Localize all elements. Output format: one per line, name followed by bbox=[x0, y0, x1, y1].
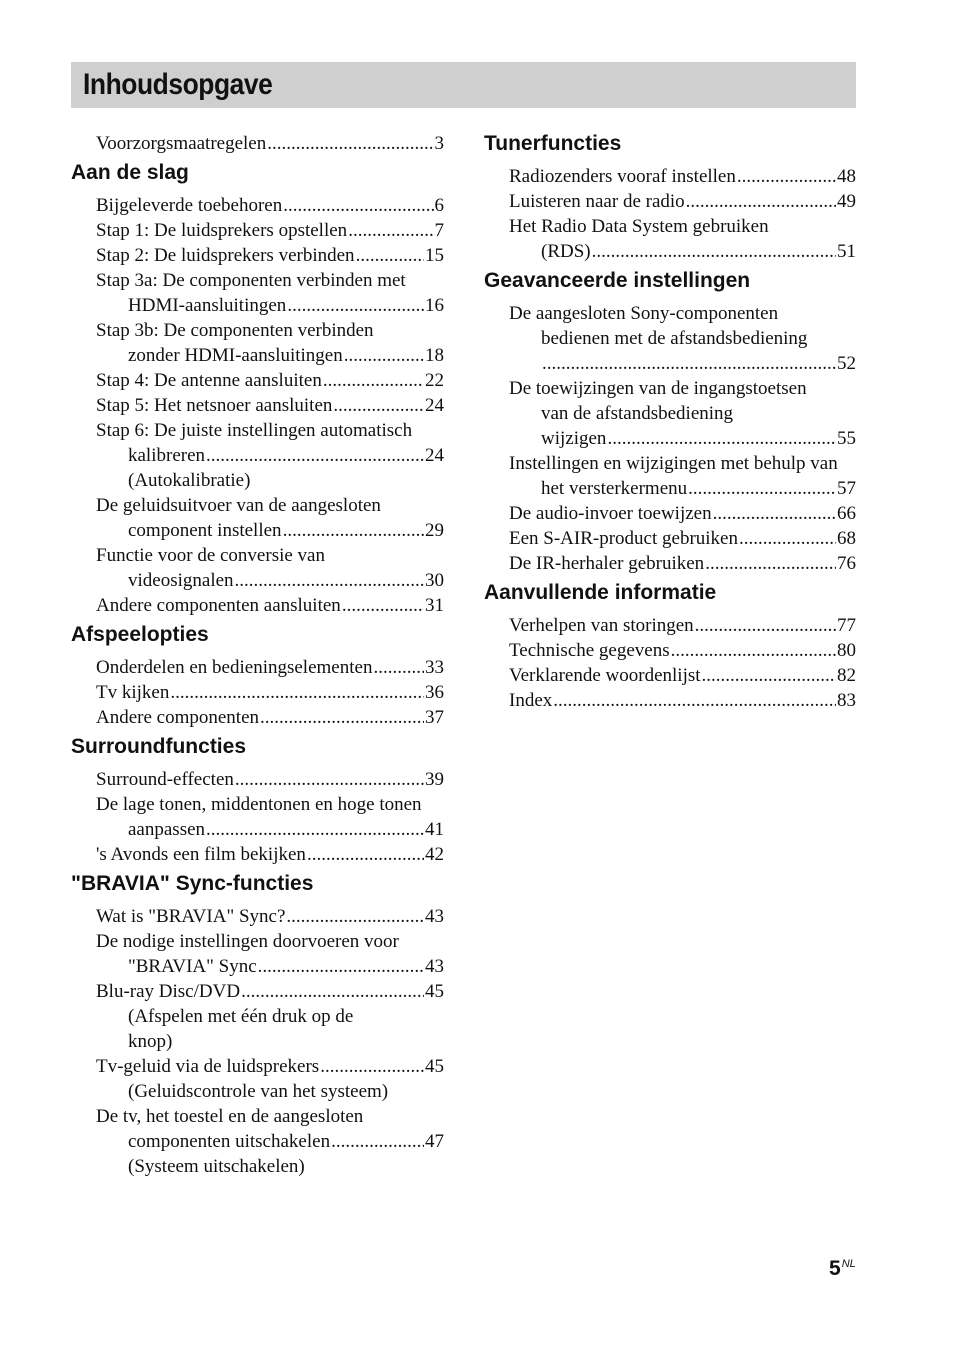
toc-entry-line bbox=[509, 401, 856, 426]
dot-leader bbox=[671, 638, 836, 663]
toc-page-number: 51 bbox=[837, 241, 856, 262]
dot-leader bbox=[542, 351, 836, 376]
toc-page-number: 83 bbox=[837, 690, 856, 711]
toc-entry-line bbox=[96, 293, 444, 318]
toc-entry[interactable] bbox=[509, 638, 856, 663]
toc-page-number: 68 bbox=[837, 528, 856, 549]
dot-leader bbox=[283, 193, 433, 218]
toc-entry-line bbox=[509, 239, 856, 264]
dot-leader bbox=[320, 1054, 424, 1079]
toc-page-number: 77 bbox=[837, 615, 856, 636]
toc-entry[interactable] bbox=[509, 663, 856, 688]
toc-entry-line bbox=[509, 526, 856, 551]
dot-leader bbox=[331, 1129, 424, 1154]
toc-entry-text: aanpassen bbox=[128, 819, 206, 840]
toc-entry[interactable] bbox=[96, 318, 444, 368]
dot-leader bbox=[342, 593, 424, 618]
toc-entry-line bbox=[96, 343, 444, 368]
toc-page-number: 42 bbox=[425, 844, 444, 865]
dot-leader bbox=[737, 164, 836, 189]
dot-leader bbox=[323, 368, 424, 393]
toc-page-number: 41 bbox=[425, 819, 444, 840]
toc-entry[interactable] bbox=[96, 705, 444, 730]
dot-leader bbox=[258, 954, 424, 979]
toc-entry-text: Verklarende woordenlijst bbox=[509, 665, 701, 686]
toc-page-number: 57 bbox=[837, 478, 856, 499]
toc-entry-text: Stap 2: De luidsprekers verbinden bbox=[96, 245, 355, 266]
dot-leader bbox=[348, 218, 433, 243]
toc-entry-note bbox=[96, 1079, 444, 1104]
toc-entry-line bbox=[96, 268, 444, 293]
toc-entry-text: HDMI-aansluitingen bbox=[128, 295, 287, 316]
toc-page-number: 29 bbox=[425, 520, 444, 541]
toc-entry-line bbox=[96, 218, 444, 243]
toc-page-number: 36 bbox=[425, 682, 444, 703]
dot-leader bbox=[267, 131, 433, 156]
toc-entry-line bbox=[509, 613, 856, 638]
toc-entry-text: Technische gegevens bbox=[509, 640, 670, 661]
toc-entry[interactable] bbox=[96, 593, 444, 618]
toc-entry-text: Stap 4: De antenne aansluiten bbox=[96, 370, 322, 391]
toc-entry-text: Blu-ray Disc/DVD bbox=[96, 981, 241, 1002]
toc-entry-text: De toewijzingen van de ingangstoetsen bbox=[509, 378, 807, 399]
toc-page-number: 3 bbox=[434, 133, 444, 154]
toc-entry[interactable] bbox=[509, 688, 856, 713]
toc-entry-line bbox=[96, 767, 444, 792]
toc-entry[interactable] bbox=[96, 418, 444, 493]
toc-entry[interactable] bbox=[96, 655, 444, 680]
toc-entry-text: De nodige instellingen doorvoeren voor bbox=[96, 931, 399, 952]
toc-entry-line bbox=[96, 568, 444, 593]
toc-entry-text: De geluidsuitvoer van de aangesloten bbox=[96, 495, 381, 516]
dot-leader bbox=[356, 243, 424, 268]
toc-page-number: 31 bbox=[425, 595, 444, 616]
toc-entry[interactable] bbox=[96, 393, 444, 418]
toc-entry-line bbox=[96, 243, 444, 268]
title-bar bbox=[71, 62, 856, 108]
dot-leader bbox=[553, 688, 836, 713]
toc-page-number: 45 bbox=[425, 981, 444, 1002]
toc-entry-text: videosignalen bbox=[128, 570, 234, 591]
toc-page-number: 45 bbox=[425, 1056, 444, 1077]
toc-entry[interactable] bbox=[96, 193, 444, 218]
toc-entry-text: De audio-invoer toewijzen bbox=[509, 503, 712, 524]
toc-entry-line bbox=[96, 318, 444, 343]
page-title: Inhoudsopgave bbox=[83, 68, 273, 101]
toc-entry[interactable] bbox=[96, 493, 444, 543]
toc-entry-line bbox=[96, 904, 444, 929]
toc-entry[interactable] bbox=[96, 543, 444, 593]
section-heading: Aanvullende informatie bbox=[484, 581, 717, 604]
toc-entry-text: Stap 3b: De componenten verbinden bbox=[96, 320, 374, 341]
toc-entry[interactable] bbox=[96, 1054, 444, 1104]
section-heading: "BRAVIA" Sync-functies bbox=[71, 872, 314, 895]
toc-entry-line bbox=[96, 393, 444, 418]
toc-page-number: 48 bbox=[837, 166, 856, 187]
toc-entry[interactable] bbox=[96, 842, 444, 867]
dot-leader bbox=[307, 842, 424, 867]
toc-entry[interactable] bbox=[96, 268, 444, 318]
dot-leader bbox=[688, 476, 836, 501]
toc-page-number: 30 bbox=[425, 570, 444, 591]
toc-entry-line bbox=[509, 688, 856, 713]
toc-entry-text: Stap 3a: De componenten verbinden met bbox=[96, 270, 406, 291]
toc-entry-text: Andere componenten bbox=[96, 707, 260, 728]
toc-page-number: 18 bbox=[425, 345, 444, 366]
toc-entry-line bbox=[96, 518, 444, 543]
dot-leader bbox=[333, 393, 424, 418]
dot-leader bbox=[283, 518, 424, 543]
toc-entry-text: wijzigen bbox=[541, 428, 607, 449]
toc-entry-line bbox=[509, 426, 856, 451]
toc-entry[interactable] bbox=[509, 526, 856, 551]
toc-entry-text: (RDS) bbox=[541, 241, 591, 262]
toc-entry-line bbox=[509, 351, 856, 376]
toc-entry-line bbox=[96, 680, 444, 705]
toc-entry-line bbox=[509, 638, 856, 663]
toc-entry-line bbox=[96, 368, 444, 393]
toc-entry-note-text: (Geluidscontrole van het systeem) bbox=[128, 1081, 389, 1102]
dot-leader bbox=[702, 663, 836, 688]
toc-entry-line bbox=[509, 301, 856, 326]
toc-entry-line bbox=[509, 214, 856, 239]
toc-page-number: 22 bbox=[425, 370, 444, 391]
page-number bbox=[829, 1257, 856, 1281]
toc-entry-line bbox=[96, 1129, 444, 1154]
toc-page-number: 33 bbox=[425, 657, 444, 678]
toc-entry-note-text: (Afspelen met één druk op de bbox=[128, 1006, 354, 1027]
toc-entry-text: Index bbox=[509, 690, 553, 711]
section-heading: Aan de slag bbox=[71, 161, 189, 184]
toc-entry-line bbox=[96, 929, 444, 954]
toc-entry[interactable] bbox=[509, 164, 856, 189]
toc-entry[interactable] bbox=[509, 189, 856, 214]
toc-entry[interactable] bbox=[96, 680, 444, 705]
toc-entry-note-text: (Autokalibratie) bbox=[128, 470, 251, 491]
toc-entry-text: De IR-herhaler gebruiken bbox=[509, 553, 705, 574]
toc-entry[interactable] bbox=[96, 979, 444, 1054]
dot-leader bbox=[235, 767, 424, 792]
section-heading: Afspeelopties bbox=[71, 623, 209, 646]
toc-entry-line bbox=[509, 551, 856, 576]
toc-entry-note-text: (Systeem uitschakelen) bbox=[128, 1156, 305, 1177]
toc-entry-text: component instellen bbox=[128, 520, 282, 541]
toc-entry[interactable] bbox=[509, 551, 856, 576]
toc-page-number: 43 bbox=[425, 906, 444, 927]
toc-entry-line bbox=[96, 817, 444, 842]
dot-leader bbox=[592, 239, 836, 264]
dot-leader bbox=[260, 705, 424, 730]
toc-entry-text: Tv-geluid via de luidsprekers bbox=[96, 1056, 320, 1077]
dot-leader bbox=[705, 551, 836, 576]
toc-entry-text: Stap 5: Het netsnoer aansluiten bbox=[96, 395, 333, 416]
toc-entry-note-text: knop) bbox=[128, 1031, 173, 1052]
toc-entry-line bbox=[509, 164, 856, 189]
toc-entry-line bbox=[96, 1054, 444, 1079]
toc-entry-text: De aangesloten Sony-componenten bbox=[509, 303, 779, 324]
toc-page-number: 24 bbox=[425, 395, 444, 416]
dot-leader bbox=[695, 613, 836, 638]
toc-entry-line bbox=[509, 663, 856, 688]
toc-entry-text: bedienen met de afstandsbediening bbox=[541, 328, 808, 349]
toc-page-number: 49 bbox=[837, 191, 856, 212]
page-number-value: 5 bbox=[829, 1257, 841, 1280]
toc-page-number: 55 bbox=[837, 428, 856, 449]
toc-page-number: 37 bbox=[425, 707, 444, 728]
toc-entry-text: Onderdelen en bedieningselementen bbox=[96, 657, 373, 678]
toc-entry-text: Verhelpen van storingen bbox=[509, 615, 694, 636]
toc-entry-text: Luisteren naar de radio bbox=[509, 191, 685, 212]
toc-page-number: 15 bbox=[425, 245, 444, 266]
toc-page-number: 24 bbox=[425, 445, 444, 466]
toc-page-number: 6 bbox=[434, 195, 444, 216]
toc-page-number: 16 bbox=[425, 295, 444, 316]
dot-leader bbox=[344, 343, 424, 368]
toc-entry-line bbox=[96, 493, 444, 518]
toc-entry-text: Tv kijken bbox=[96, 682, 170, 703]
toc-entry-text: Radiozenders vooraf instellen bbox=[509, 166, 736, 187]
toc-page-number: 47 bbox=[425, 1131, 444, 1152]
page-language: NL bbox=[841, 1258, 856, 1270]
dot-leader bbox=[373, 655, 424, 680]
toc-entry-text: Stap 6: De juiste instellingen automatisch bbox=[96, 420, 413, 441]
dot-leader bbox=[287, 293, 424, 318]
toc-page-number: 39 bbox=[425, 769, 444, 790]
dot-leader bbox=[206, 817, 424, 842]
toc-entry[interactable] bbox=[509, 376, 856, 451]
toc-entry-note bbox=[96, 1154, 444, 1179]
toc-page-number: 7 bbox=[434, 220, 444, 241]
toc-entry-line bbox=[96, 792, 444, 817]
dot-leader bbox=[739, 526, 836, 551]
toc-entry-text: Voorzorgsmaatregelen bbox=[96, 133, 267, 154]
toc-page-number: 76 bbox=[837, 553, 856, 574]
toc-entry[interactable] bbox=[96, 929, 444, 979]
toc-entry-text: "BRAVIA" Sync bbox=[128, 956, 257, 977]
toc-entry-text: van de afstandsbediening bbox=[541, 403, 734, 424]
toc-entry[interactable] bbox=[96, 767, 444, 792]
dot-leader bbox=[686, 189, 836, 214]
toc-entry[interactable] bbox=[509, 501, 856, 526]
toc-entry-line bbox=[96, 979, 444, 1004]
toc-entry-text: Stap 1: De luidsprekers opstellen bbox=[96, 220, 348, 241]
toc-entry-line bbox=[96, 193, 444, 218]
toc-entry-note bbox=[96, 468, 444, 493]
toc-entry-note bbox=[96, 1004, 444, 1029]
toc-entry-note bbox=[96, 1029, 444, 1054]
dot-leader bbox=[607, 426, 836, 451]
toc-entry-line bbox=[96, 131, 444, 156]
toc-page-number: 82 bbox=[837, 665, 856, 686]
dot-leader bbox=[241, 979, 424, 1004]
dot-leader bbox=[235, 568, 424, 593]
toc-entry[interactable] bbox=[96, 243, 444, 268]
toc-entry-line bbox=[509, 476, 856, 501]
toc-entry-line bbox=[96, 705, 444, 730]
toc-entry-text: Functie voor de conversie van bbox=[96, 545, 325, 566]
toc-entry[interactable] bbox=[509, 613, 856, 638]
toc-entry[interactable] bbox=[509, 214, 856, 264]
toc-page-number: 66 bbox=[837, 503, 856, 524]
toc-entry-line bbox=[96, 655, 444, 680]
toc-entry-text: Surround-effecten bbox=[96, 769, 234, 790]
section-heading: Surroundfuncties bbox=[71, 735, 247, 758]
dot-leader bbox=[286, 904, 424, 929]
toc-page-number: 80 bbox=[837, 640, 856, 661]
toc-entry-text: kalibreren bbox=[128, 445, 206, 466]
toc-entry-line bbox=[96, 842, 444, 867]
toc-entry[interactable] bbox=[509, 301, 856, 376]
toc-entry-line bbox=[96, 954, 444, 979]
toc-entry-text: Instellingen en wijzigingen met behulp van bbox=[509, 453, 838, 474]
toc-entry-text: De lage tonen, middentonen en hoge tonen bbox=[96, 794, 422, 815]
toc-entry[interactable] bbox=[96, 792, 444, 842]
toc-entry-text: Een S-AIR-product gebruiken bbox=[509, 528, 738, 549]
toc-entry-text: 's Avonds een film bekijken bbox=[96, 844, 306, 865]
toc-entry-line bbox=[509, 501, 856, 526]
toc-page-number: 52 bbox=[837, 353, 856, 374]
toc-entry[interactable] bbox=[509, 451, 856, 501]
toc-entry-text: Andere componenten aansluiten bbox=[96, 595, 341, 616]
toc-entry[interactable] bbox=[96, 368, 444, 393]
toc-entry-line bbox=[96, 543, 444, 568]
toc-entry-text: het versterkermenu bbox=[541, 478, 688, 499]
toc-entry-line bbox=[509, 376, 856, 401]
toc-entry-line bbox=[96, 1104, 444, 1129]
toc-entry-text: componenten uitschakelen bbox=[128, 1131, 331, 1152]
toc-entry-text: zonder HDMI-aansluitingen bbox=[128, 345, 343, 366]
dot-leader bbox=[713, 501, 836, 526]
toc-entry-line bbox=[96, 443, 444, 468]
dot-leader bbox=[170, 680, 424, 705]
toc-page-number: 43 bbox=[425, 956, 444, 977]
toc-entry[interactable] bbox=[96, 1104, 444, 1179]
toc-entry-line bbox=[509, 326, 856, 351]
toc-entry[interactable] bbox=[96, 904, 444, 929]
toc-entry-text: Het Radio Data System gebruiken bbox=[509, 216, 769, 237]
toc-entry-text: Wat is "BRAVIA" Sync? bbox=[96, 906, 286, 927]
toc-entry-line bbox=[96, 593, 444, 618]
section-heading: Geavanceerde instellingen bbox=[484, 269, 751, 292]
toc-entry-line bbox=[509, 451, 856, 476]
toc-entry-line bbox=[96, 418, 444, 443]
toc-entry-text: Bijgeleverde toebehoren bbox=[96, 195, 283, 216]
dot-leader bbox=[206, 443, 424, 468]
toc-entry[interactable] bbox=[96, 131, 444, 156]
section-heading: Tunerfuncties bbox=[484, 132, 622, 155]
toc-entry-line bbox=[509, 189, 856, 214]
toc-entry[interactable] bbox=[96, 218, 444, 243]
toc-entry-text: De tv, het toestel en de aangesloten bbox=[96, 1106, 364, 1127]
